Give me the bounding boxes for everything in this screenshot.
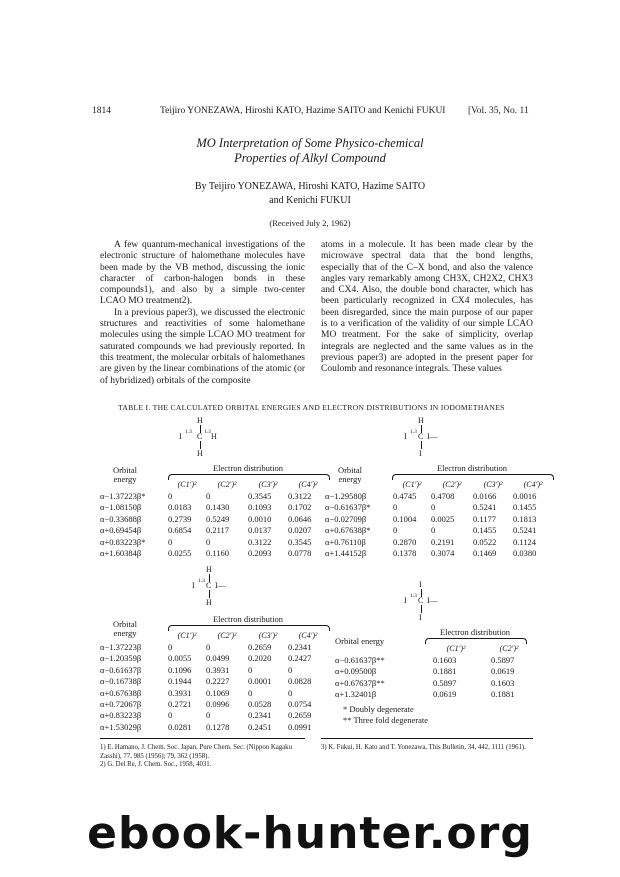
- table-ch3i: [100, 479, 328, 559]
- table-row: α−0.02709β 0.1004 0.0025 0.1177 0.1813: [325, 513, 537, 524]
- col-header: (C2′)²: [499, 644, 519, 654]
- footnote-1: 1) E. Hamano, J. Chem. Soc. Japan, Pure Chem. Sec. (Nippon Kagaku Zasshi), 77, 985 (1956); 79, 362 (1958).: [100, 744, 292, 760]
- atom-h: H: [211, 432, 217, 441]
- table-ci4: [335, 643, 533, 700]
- atom-i: I: [404, 432, 407, 441]
- body-paragraph: A few quantum-mechanical investigations of the electronic structure of halomethane molecules have been made by the VB method, discussing the ionic character of carbon-halogen bonds in these compounds1), and also by a simple two-center LCAO MO treatment2).: [100, 240, 305, 307]
- table-row: α+0.67637β** 0.5897 0.1603: [335, 677, 515, 688]
- col-header: (C3′)²: [258, 631, 278, 641]
- atom-i: I: [419, 580, 422, 589]
- article-title-line2: Properties of Alkyl Compound: [234, 151, 386, 165]
- watermark: ebook-hunter.org: [87, 808, 533, 859]
- atom-h: H: [197, 449, 203, 458]
- orbital-energy-label: Orbital energy: [335, 636, 385, 646]
- col-header: (C3′)²: [258, 480, 278, 490]
- volume-info: [Vol. 35, No. 11: [468, 106, 529, 116]
- table-row: α+0.76110β 0.2870 0.2191 0.0522 0.1124: [325, 536, 537, 547]
- body-left-column: [100, 240, 305, 387]
- atom-h: H: [206, 565, 212, 574]
- molecule-ch2i2-diagram: [188, 565, 258, 611]
- col-header: (C2′)²: [442, 480, 462, 490]
- running-authors: Teijiro YONEZAWA, Hiroshi KATO, Hazime SAITO and Kenichi FUKUI: [160, 106, 446, 116]
- note-threefold-degenerate: ** Three fold degenerate: [343, 715, 429, 725]
- molecule-ch3i-diagram: [165, 416, 235, 460]
- table-row: α−1.20359β 0.0055 0.0499 0.2020 0.2427: [100, 653, 312, 664]
- table-row: α+0.67638β 0.3931 0.1069 0 0: [100, 687, 293, 698]
- atom-h: H: [206, 598, 212, 607]
- col-header: (C2′)²: [217, 631, 237, 641]
- orbital-energy-label: Orbital energy: [112, 619, 138, 638]
- electron-distribution-label: Electron distribution: [439, 627, 511, 637]
- authors-line2: and Kenichi FUKUI: [269, 195, 351, 206]
- table-row: α−0.61637β 0.1096 0.3931 0 0: [100, 664, 293, 675]
- article-title-line1: MO Interpretation of Some Physico-chemical: [196, 136, 424, 150]
- table-row: α−0.61637β* 0 0 0.5241 0.1455: [325, 502, 537, 513]
- bond-length-label: 1.3: [410, 429, 417, 435]
- col-header: (C1′)²: [402, 480, 422, 490]
- atom-i-bond: I—: [427, 596, 438, 605]
- orbital-energy-label: Orbital energy: [112, 465, 138, 484]
- atom-h: H: [418, 416, 424, 425]
- footnote-2: 2) G. Del Re, J. Chem. Soc., 1958, 4031.: [100, 761, 212, 768]
- atom-i: I: [404, 596, 407, 605]
- table-row: α−0.16738β 0.1944 0.2227 0.0001 0.0828: [100, 676, 312, 687]
- table-row: α−1.08150β 0.0183 0.1430 0.1093 0.1702: [100, 502, 312, 513]
- atom-i: I: [419, 449, 422, 458]
- table-row: α+1.60384β 0.0255 0.1160 0.2093 0.0778: [100, 548, 312, 559]
- authors-line1: By Teijiro YONEZAWA, Hiroshi KATO, Hazime SAITO: [194, 181, 426, 192]
- table-row: α−0.33688β 0.2739 0.5249 0.0010 0.0646: [100, 513, 312, 524]
- table-row: α−0.61637β** 0.1603 0.5897: [335, 655, 515, 666]
- atom-c: C: [197, 432, 203, 441]
- table-row: α−1.37223β* 0 0 0.3545 0.3122: [100, 491, 312, 502]
- body-paragraph: In a previous paper3), we discussed the electronic structures and reactivities of some halomethane molecules using the simple LCAO MO treatment for saturated compounds we had previously reported. In this treatment, the molecular orbitals of halomethanes are given by the linear combinations of the atomic (or of hybridized) orbitals of the composite: [100, 307, 305, 386]
- table-row: α+0.83223β 0 0 0.2341 0.2659: [100, 710, 312, 721]
- col-header: (C1′)²: [177, 631, 197, 641]
- electron-distribution-label: Electron distribution: [212, 463, 284, 473]
- atom-i: I: [192, 581, 195, 590]
- atom-h: H: [197, 416, 203, 425]
- atom-c: C: [418, 432, 424, 441]
- electron-distribution-label: Electron distribution: [436, 463, 508, 473]
- footnote-3: 3) K. Fukui, H. Kato and T. Yonezawa, This Bulletin, 34, 442, 1111 (1961).: [321, 744, 526, 751]
- table-row: α+0.83223β* 0 0 0.3122 0.3545: [100, 536, 312, 547]
- electron-distribution-label: Electron distribution: [212, 614, 284, 624]
- body-right-column: [321, 240, 533, 376]
- note-doubly-degenerate: * Doubly degenerate: [343, 704, 414, 714]
- footnotes-right: [321, 744, 533, 753]
- col-header: (C2′)²: [217, 480, 237, 490]
- table-row: α+0.09500β 0.1881 0.0619: [335, 666, 515, 677]
- degeneracy-notes: [343, 704, 428, 726]
- col-header: (C1′)²: [446, 644, 466, 654]
- received-date: (Received July 2, 1962): [269, 218, 351, 228]
- table-row: α+1.32401β 0.0619 0.1881: [335, 689, 515, 700]
- table-caption: TABLE I. THE CALCULATED ORBITAL ENERGIES AND ELECTRON DISTRIBUTIONS IN IODOMETHANES: [118, 403, 505, 412]
- footnotes-left: [100, 744, 305, 770]
- col-header: (C3′)²: [483, 480, 503, 490]
- molecule-ci4-diagram: [400, 580, 470, 626]
- atom-c: C: [418, 596, 424, 605]
- table-row: α+0.72067β 0.2721 0.0996 0.0528 0.0754: [100, 699, 312, 710]
- col-header: (C1′)²: [177, 480, 197, 490]
- footnote-rule: [100, 738, 305, 739]
- table-row: α+0.69454β 0.6854 0.2117 0.0137 0.0207: [100, 525, 312, 536]
- atom-i-bond: I—: [215, 581, 226, 590]
- page-number: 1814: [92, 106, 111, 116]
- footnote-rule: [321, 738, 533, 739]
- bond-length-label: 1.3: [198, 578, 205, 584]
- table-row: α+1.53029β 0.0281 0.1278 0.2451 0.0991: [100, 721, 312, 732]
- atom-c: C: [206, 581, 212, 590]
- table-row: α−1.37223β 0 0 0.2659 0.2341: [100, 642, 312, 653]
- col-header: (C4′)²: [298, 631, 318, 641]
- col-header: (C4′)²: [298, 480, 318, 490]
- table-row: α+1.44152β 0.1378 0.3074 0.1469 0.0380: [325, 548, 537, 559]
- atom-i: I: [179, 432, 182, 441]
- table-row: α+0.67638β* 0 0 0.1455 0.5241: [325, 525, 537, 536]
- body-paragraph: atoms in a molecule. It has been made clear by the microwave spectral data that the bond lengths, especially that of the C–X bond, and also the valence angles vary remarkably among CH3X, CH2X2, CHX3 and CX4. Also, the double bond character, which has been particularly recognized in CX4 molecules, has been disregarded, since the main purpose of our paper is to a verification of the validity of our simple LCAO MO treatment. For the sake of simplicity, overlap integrals are neglected and the same values as in the previous paper3) are adopted in the present paper for Coulomb and resonance integrals. These values: [321, 240, 533, 375]
- table-row: α−1.29580β 0.4745 0.4708 0.0166 0.0016: [325, 491, 537, 502]
- bond-length-label: 1.3: [204, 429, 211, 435]
- bond-length-label: 1.3: [410, 593, 417, 599]
- atom-i-bond: I—: [427, 432, 438, 441]
- molecule-chi3-diagram: [400, 416, 470, 460]
- table-chi3: [325, 479, 553, 559]
- atom-i: I: [419, 613, 422, 622]
- table-ch2i2: [100, 630, 328, 733]
- col-header: (C4′)²: [523, 480, 543, 490]
- bond-length-label: 1.3: [185, 429, 192, 435]
- orbital-energy-label: Orbital energy: [337, 465, 363, 484]
